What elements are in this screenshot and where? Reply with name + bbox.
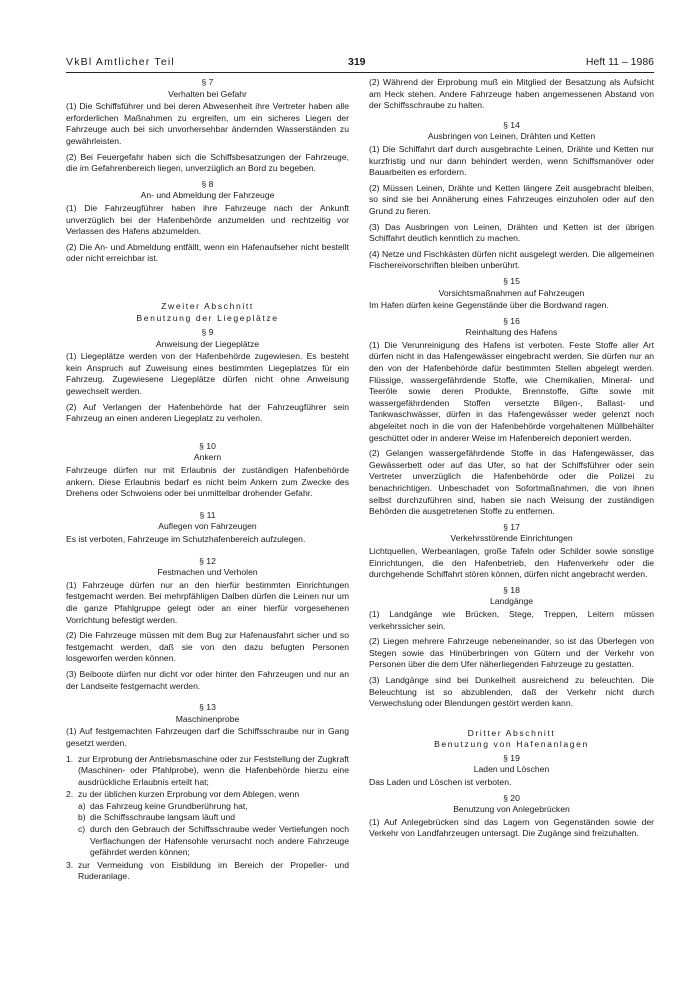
paragraph: (1) Fahrzeuge dürfen nur an den hierfür bestimmten Einrichtungen festgemacht werden. Bei mehrpfähligen Dalben dürfen die Leinen nur um die ganze Pfahlgruppe gelegt oder an einer hierfür vorgesehenen Vorrichtung befestigt werden. xyxy=(66,579,349,625)
chapter-heading xyxy=(369,728,654,751)
section-title: Reinhaltung des Hafens xyxy=(465,327,558,338)
paragraph: (1) Liegeplätze werden von der Hafenbehörde zugewiesen. Es besteht kein Anspruch auf Zuweisung eines bestimmten Liegeplatzes für ein Fahrzeug. Zugewiesene Liegeplätze dürfen nicht ohne Anweisung gewechselt werden. xyxy=(66,351,349,397)
section-11 xyxy=(66,510,349,546)
section-13 xyxy=(66,702,349,883)
chapter-label: Dritter Abschnitt xyxy=(467,727,556,738)
item-number: 3. xyxy=(66,859,74,870)
item-number: 1. xyxy=(66,753,74,764)
section-14 xyxy=(369,120,654,272)
section-17 xyxy=(369,522,654,581)
paragraph: (2) Liegen mehrere Fahrzeuge nebeneinander, so ist das Überlegen von Stegen sowie das Hinüberbringen von Gütern und der Verkehr von Personen über die dem Ufer näherliegenden Fahrzeuge zu gestatten. xyxy=(369,636,654,670)
section-title: Laden und Löschen xyxy=(473,764,550,775)
section-title: Benutzung von Anlegebrücken xyxy=(453,804,570,815)
item-text: zur Erprobung der Antriebsmaschine oder zur Feststellung der Zugkraft (Maschinen- oder Pfahlprobe), wenn die Hafenbehörde hierzu eine ausdrückliche Erlaubnis erteilt hat; xyxy=(78,753,349,787)
sub-item-text: durch den Gebrauch der Schiffsschraube weder Vertiefungen noch Verflachungen der Hafensohle verursacht noch andere Fahrzeuge gefährdet werden können; xyxy=(90,824,349,858)
left-column xyxy=(66,77,349,884)
sub-item-letter: c) xyxy=(78,824,86,835)
section-number: § 16 xyxy=(503,315,520,326)
paragraph: Fahrzeuge dürfen nur mit Erlaubnis der zuständigen Hafenbehörde ankern. Diese Erlaubnis bedarf es nicht beim Ankern zum Zwecke des Drehens oder Schwoiens oder bei unmittelbar drohender Gefahr. xyxy=(66,465,349,499)
list-item xyxy=(66,754,349,789)
section-13-continued xyxy=(369,77,654,112)
sub-list-item xyxy=(78,812,349,824)
section-10 xyxy=(66,441,349,500)
section-title: Verkehrsstörende Einrichtungen xyxy=(450,533,573,544)
journal-title: VkBl Amtlicher Teil xyxy=(66,56,175,68)
section-8 xyxy=(66,179,349,265)
section-number: § 12 xyxy=(199,555,216,566)
section-title: Maschinenprobe xyxy=(175,713,240,724)
paragraph: (2) Die An- und Abmeldung entfällt, wenn ein Hafenaufseher nicht bestellt oder nicht erreichbar ist. xyxy=(66,241,349,264)
section-number: § 9 xyxy=(201,327,214,338)
section-title: Ankern xyxy=(193,452,222,463)
paragraph: Es ist verboten, Fahrzeuge im Schutzhafenbereich aufzulegen. xyxy=(66,534,306,544)
sub-list-item xyxy=(78,801,349,813)
paragraph: Im Hafen dürfen keine Gegenstände über die Bordwand ragen. xyxy=(369,300,609,311)
paragraph: (4) Netze und Fischkästen dürfen nicht ausgelegt werden. Die allgemeinen Fischereivorschriften bleiben unberührt. xyxy=(369,248,654,271)
paragraph: (2) Gelangen wassergefährdende Stoffe in das Hafengewässer, das Gewässerbett oder auf das Ufer, so hat der Schiffsführer oder sein Vertreter unverzüglich die Hafenbehörde oder die Polizei zu benachrichtigen. Unbeschadet von Sofortmaßnahmen, die von ihnen selbst durchzuführen sind, haben sie nach Weisung der zuständigen Behörden die ausgetretenen Stoffe zu entfernen. xyxy=(369,448,654,517)
section-title: Anweisung der Liegeplätze xyxy=(155,338,260,349)
chapter-label: Zweiter Abschnitt xyxy=(161,300,254,311)
page-number: 319 xyxy=(348,56,366,68)
section-number: § 14 xyxy=(503,119,520,130)
sub-item-text: die Schiffsschraube langsam läuft und xyxy=(90,812,236,823)
section-16 xyxy=(369,316,654,518)
chapter-heading xyxy=(66,301,349,324)
section-7 xyxy=(66,77,349,175)
paragraph: (3) Beiboote dürfen nur dicht vor oder hinter den Fahrzeugen und nur an der Landseite festgemacht werden. xyxy=(66,668,349,691)
section-number: § 8 xyxy=(201,178,214,189)
numbered-list xyxy=(66,754,349,884)
paragraph: (2) Während der Erprobung muß ein Mitglied der Besatzung als Aufsicht am Heck stehen. Andere Fahrzeuge haben angemessenen Abstand von der Schiffsschraube zu halten. xyxy=(369,77,654,111)
item-text: zu der üblichen kurzen Erprobung vor dem Ablegen, wenn xyxy=(78,789,300,800)
section-20 xyxy=(369,793,654,840)
section-number: § 11 xyxy=(199,509,216,520)
section-number: § 13 xyxy=(199,702,216,713)
section-number: § 7 xyxy=(201,77,214,87)
chapter-title: Benutzung der Liegeplätze xyxy=(136,312,279,323)
section-9 xyxy=(66,327,349,425)
section-title: Landgänge xyxy=(489,596,533,607)
paragraph: (1) Auf Anlegebrücken sind das Lagern von Gegenständen sowie der Verkehr von Landfahrzeugen untersagt. Die Zugänge sind freizuhalten. xyxy=(369,816,654,839)
section-title: Festmachen und Verholen xyxy=(157,567,258,578)
item-text: zur Vermeidung von Eisbildung im Bereich der Propeller- und Ruderanlage. xyxy=(78,859,349,882)
sub-item-letter: a) xyxy=(78,800,86,811)
paragraph: (3) Das Ausbringen von Leinen, Drähten und Ketten ist der übrigen Schiffahrt deutlich kenntlich zu machen. xyxy=(369,221,654,244)
paragraph: (2) Müssen Leinen, Drähte und Ketten längere Zeit ausgebracht bleiben, so sind sie bei Annäherung eines Fahrzeuges einzuholen oder auf den Grund zu fieren. xyxy=(369,182,654,216)
paragraph: Lichtquellen, Werbeanlagen, große Tafeln oder Schilder sowie sonstige Einrichtungen, die den Hafenbetrieb, den Hafenverkehr oder die durchgehende Schiffahrt stören können, dürfen nicht angebracht werden. xyxy=(369,545,654,580)
section-15 xyxy=(369,276,654,312)
sub-list-item xyxy=(78,824,349,859)
right-column xyxy=(369,77,654,844)
section-number: § 19 xyxy=(503,752,520,763)
paragraph: (1) Landgänge wie Brücken, Stege, Treppen, Leitern müssen verkehrssicher sein. xyxy=(369,608,654,631)
header-rule xyxy=(66,72,654,73)
issue-label: Heft 11 – 1986 xyxy=(585,56,654,68)
section-title: Auflegen von Fahrzeugen xyxy=(158,521,257,532)
paragraph: (1) Die Fahrzeugführer haben ihre Fahrzeuge nach der Ankunft unverzüglich bei der Hafenbehörde anzumelden und rechtzeitig vor Verlassen des Hafens abzumelden. xyxy=(66,202,349,237)
section-title: Verhalten bei Gefahr xyxy=(168,88,247,99)
section-title: Vorsichtsmaßnahmen auf Fahrzeugen xyxy=(438,287,585,298)
section-title: Ausbringen von Leinen, Drähten und Ketten xyxy=(427,131,596,142)
paragraph: (1) Die Schiffahrt darf durch ausgebrachte Leinen, Drähte und Ketten nur kurzfristig und nur dann behindert werden, wenn Schiffsmanöver oder Bauarbeiten es erfordern. xyxy=(369,143,654,178)
section-18 xyxy=(369,585,654,710)
section-number: § 18 xyxy=(503,584,520,595)
paragraph: (2) Bei Feuergefahr haben sich die Schiffsbesatzungen der Fahrzeuge, die im Gefahrenbereich liegen, unverzüglich an Bord zu begeben. xyxy=(66,151,349,174)
list-item xyxy=(66,789,349,859)
page-header xyxy=(66,56,654,70)
section-title: An- und Abmeldung der Fahrzeuge xyxy=(140,190,275,201)
paragraph: (1) Die Verunreinigung des Hafens ist verboten. Feste Stoffe aller Art dürfen nicht in das Hafengewässer eingebracht werden. Sie dürfen nur an den von der Hafenbehörde dafür bestimmten Stellen abgelegt werden. Flüssige, wassergefährdende Stoffe, wie Chemikalien, Mineral- und Teeröle sowie deren Produkte, Brennstoffe, Gifte sowie mit wassergefährdenden Stoffen versetzte Bilgen-, Ballast- und Tankwaschwässer, dürfen in das Hafengewässer weder gelenzt noch abgeleitet noch in die von der Hafenbehörde vorgehaltenen Müllbehälter geschüttet oder in anderer Weise im Hafenbereich deponiert werden. xyxy=(369,339,654,443)
section-number: § 20 xyxy=(503,792,520,803)
chapter-title: Benutzung von Hafenanlagen xyxy=(434,739,589,750)
section-19 xyxy=(369,753,654,789)
paragraph: (1) Auf festgemachten Fahrzeugen darf die Schiffsschraube nur in Gang gesetzt werden. xyxy=(66,726,349,748)
sub-item-letter: b) xyxy=(78,812,86,823)
paragraph: (2) Die Fahrzeuge müssen mit dem Bug zur Hafenausfahrt sicher und so festgemacht werden, daß sie von den dazu befugten Personen losgeworfen werden können. xyxy=(66,630,349,664)
paragraph: (1) Die Schiffsführer und bei deren Abwesenheit ihre Vertreter haben alle erforderlichen Maßnahmen zu ergreifen, um ein sicheres Liegen der Fahrzeuge auch bei sich unvorhersehbar ändernden Wasserständen zu gewährleisten. xyxy=(66,101,349,146)
section-number: § 10 xyxy=(199,440,216,451)
section-number: § 15 xyxy=(503,275,520,286)
paragraph: Das Laden und Löschen ist verboten. xyxy=(369,777,512,788)
sub-item-text: das Fahrzeug keine Grundberührung hat, xyxy=(90,800,248,811)
paragraph: (3) Landgänge sind bei Dunkelheit ausreichend zu beleuchten. Die Beleuchtung ist so abzublenden, daß der Verkehr nicht durch Verwechslung oder Blendungen gestört werden kann. xyxy=(369,674,654,709)
sub-list xyxy=(78,801,349,859)
section-number: § 17 xyxy=(503,521,520,532)
section-12 xyxy=(66,556,349,693)
list-item xyxy=(66,860,349,883)
item-number: 2. xyxy=(66,789,74,800)
paragraph: (2) Auf Verlangen der Hafenbehörde hat der Fahrzeugführer sein Fahrzeug an einen anderen Liegeplatz zu verholen. xyxy=(66,401,349,424)
